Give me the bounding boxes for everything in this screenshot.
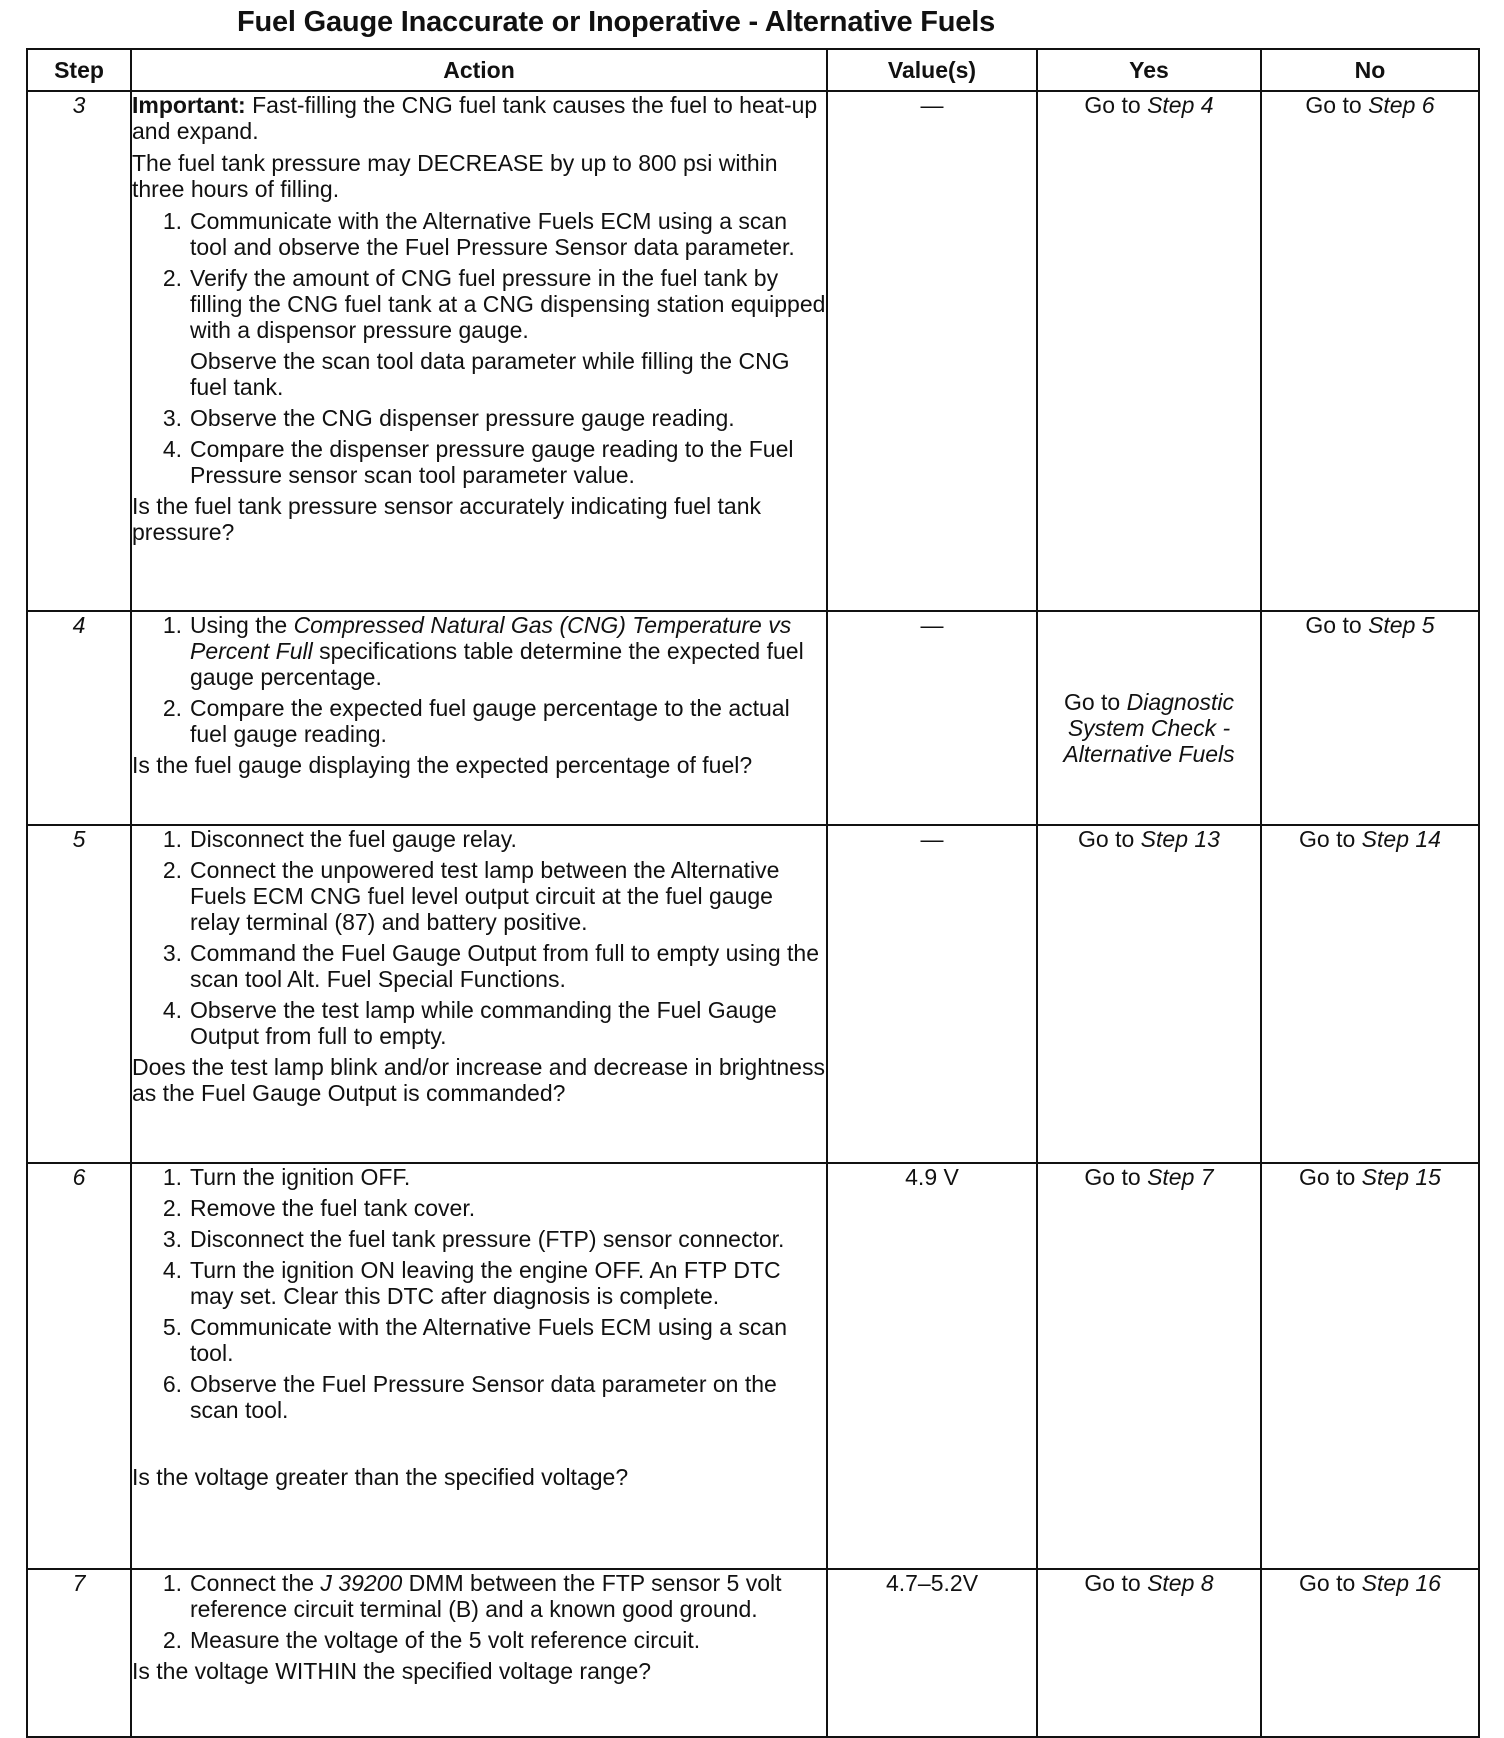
- list-item: [132, 1226, 826, 1252]
- list-item: [132, 265, 826, 343]
- goto-prefix: Go to: [1299, 1164, 1362, 1190]
- list-text: Remove the fuel tank cover.: [190, 1195, 476, 1221]
- table-row-step-6: [27, 1163, 1479, 1569]
- goto-link-step-15[interactable]: Step 15: [1361, 1164, 1441, 1190]
- goto-prefix: Go to: [1078, 826, 1141, 852]
- list-text: Communicate with the Alternative Fuels ECM using a scan tool and observe the Fuel Pressure Sensor data parameter.: [190, 208, 795, 260]
- list-text: [190, 1570, 826, 1622]
- list-number: 4.: [162, 1257, 182, 1283]
- list-number: 1.: [162, 1164, 182, 1190]
- goto-link-step-13[interactable]: Step 13: [1140, 826, 1220, 852]
- value-cell: —: [827, 825, 1037, 1163]
- table-header-row: [27, 49, 1479, 91]
- list-text: Communicate with the Alternative Fuels ECM using a scan tool.: [190, 1314, 787, 1366]
- list-item: [132, 940, 826, 992]
- list-number: 1.: [162, 612, 182, 638]
- list-item: [132, 1195, 826, 1221]
- sub-instruction: Observe the scan tool data parameter while filling the CNG fuel tank.: [190, 348, 790, 400]
- question-text: Is the voltage WITHIN the specified voltage range?: [132, 1658, 652, 1684]
- list-item: [132, 826, 826, 852]
- spec-table-reference[interactable]: Compressed Natural Gas (CNG) Temperature vs Percent Full: [190, 612, 792, 664]
- goto-link-step-14[interactable]: Step 14: [1361, 826, 1441, 852]
- list-number: 3.: [162, 940, 182, 966]
- list-item: [132, 1164, 826, 1190]
- yes-cell: [1037, 1569, 1261, 1737]
- no-cell: [1261, 611, 1479, 825]
- list-number: 3.: [162, 1226, 182, 1252]
- list-number: 5.: [162, 1314, 182, 1340]
- question-text: Does the test lamp blink and/or increase and decrease in brightness as the Fuel Gauge Output is commanded?: [132, 1054, 825, 1106]
- list-item: [132, 1371, 826, 1423]
- step-number: 4: [27, 611, 131, 825]
- list-text: Command the Fuel Gauge Output from full to empty using the scan tool Alt. Fuel Special Functions.: [190, 940, 819, 992]
- yes-cell: [1037, 611, 1261, 825]
- important-label: Important:: [132, 92, 246, 118]
- goto-block: [1038, 689, 1260, 767]
- list-text: Compare the dispenser pressure gauge reading to the Fuel Pressure sensor scan tool parameter value.: [190, 436, 794, 488]
- goto-prefix: Go to: [1063, 689, 1127, 715]
- list-item: [132, 612, 826, 690]
- header-no: No: [1261, 49, 1479, 91]
- list-number: 1.: [162, 1570, 182, 1596]
- goto-prefix: Go to: [1305, 92, 1369, 118]
- list-item: [132, 1570, 826, 1622]
- list-item: [132, 1314, 826, 1366]
- step-number: 7: [27, 1569, 131, 1737]
- list-number: 6.: [162, 1371, 182, 1397]
- list-text: Turn the ignition OFF.: [190, 1164, 411, 1190]
- value-cell: 4.7–5.2V: [827, 1569, 1037, 1737]
- list-text: Compare the expected fuel gauge percentage to the actual fuel gauge reading.: [190, 695, 790, 747]
- goto-prefix: Go to: [1084, 1164, 1148, 1190]
- goto-link-diagnostic-system-check[interactable]: Diagnostic System Check - Alternative Fuels: [1063, 689, 1235, 767]
- list-item: [132, 857, 826, 935]
- list-number: 2.: [162, 857, 182, 883]
- list-text: [190, 612, 826, 690]
- goto-link-step-5[interactable]: Step 5: [1368, 612, 1435, 638]
- list-item: [132, 695, 826, 747]
- table-row-step-4: [27, 611, 1479, 825]
- list-number: 1.: [162, 208, 182, 234]
- tool-reference: J 39200: [320, 1570, 403, 1596]
- list-text: Verify the amount of CNG fuel pressure in the fuel tank by filling the CNG fuel tank at a CNG dispensing station equipped with a dispensor pressure gauge.: [190, 265, 826, 343]
- value-cell: —: [827, 91, 1037, 611]
- list-text: Disconnect the fuel tank pressure (FTP) sensor connector.: [190, 1226, 785, 1252]
- list-item: [132, 1257, 826, 1309]
- list-number: 1.: [162, 826, 182, 852]
- question-text: Is the voltage greater than the specified voltage?: [132, 1464, 629, 1490]
- goto-prefix: Go to: [1084, 1570, 1148, 1596]
- list-text: Observe the Fuel Pressure Sensor data parameter on the scan tool.: [190, 1371, 777, 1423]
- goto-link-step-6[interactable]: Step 6: [1368, 92, 1435, 118]
- spacer: [132, 1428, 826, 1464]
- no-cell: [1261, 91, 1479, 611]
- header-values: Value(s): [827, 49, 1037, 91]
- list-text: Connect the unpowered test lamp between the Alternative Fuels ECM CNG fuel level output circuit at the fuel gauge relay terminal (87) and battery positive.: [190, 857, 780, 935]
- goto-link-step-8[interactable]: Step 8: [1147, 1570, 1214, 1596]
- table-row-step-5: [27, 825, 1479, 1163]
- yes-cell: [1037, 91, 1261, 611]
- goto-prefix: Go to: [1305, 612, 1369, 638]
- action-cell: [131, 611, 827, 825]
- step-number: 3: [27, 91, 131, 611]
- list-text-part: specifications table determine the expected fuel gauge percentage.: [190, 638, 804, 690]
- list-number: 4.: [162, 997, 182, 1023]
- diagnostic-table: [26, 48, 1480, 1738]
- list-item: [132, 1627, 826, 1653]
- list-text: Observe the test lamp while commanding the Fuel Gauge Output from full to empty.: [190, 997, 777, 1049]
- action-cell: [131, 825, 827, 1163]
- question-text: Is the fuel gauge displaying the expected percentage of fuel?: [132, 752, 753, 778]
- list-text-part: DMM between the FTP sensor 5 volt reference circuit terminal (B) and a known good ground.: [190, 1570, 782, 1622]
- list-number: 2.: [162, 265, 182, 291]
- value-cell: —: [827, 611, 1037, 825]
- action-cell: [131, 1163, 827, 1569]
- goto-link-step-4[interactable]: Step 4: [1147, 92, 1214, 118]
- list-number: 2.: [162, 695, 182, 721]
- list-number: 4.: [162, 436, 182, 462]
- header-yes: Yes: [1037, 49, 1261, 91]
- list-text-part: Using the: [190, 612, 294, 638]
- value-cell: 4.9 V: [827, 1163, 1037, 1569]
- goto-link-step-16[interactable]: Step 16: [1361, 1570, 1441, 1596]
- list-item: [132, 208, 826, 260]
- question-text: Is the fuel tank pressure sensor accurately indicating fuel tank pressure?: [132, 493, 762, 545]
- intro-text: The fuel tank pressure may DECREASE by up to 800 psi within three hours of filling.: [132, 150, 778, 202]
- step-number: 6: [27, 1163, 131, 1569]
- list-text: Observe the CNG dispenser pressure gauge reading.: [190, 405, 735, 431]
- table-row-step-7: [27, 1569, 1479, 1737]
- goto-prefix: Go to: [1299, 826, 1362, 852]
- table-row-step-3: [27, 91, 1479, 611]
- goto-prefix: Go to: [1299, 1570, 1362, 1596]
- list-number: 3.: [162, 405, 182, 431]
- action-cell: [131, 91, 827, 611]
- no-cell: [1261, 1569, 1479, 1737]
- page-title: Fuel Gauge Inaccurate or Inoperative - Alternative Fuels: [236, 6, 996, 38]
- important-text: Fast-filling the CNG fuel tank causes the fuel to heat-up and expand.: [132, 92, 818, 144]
- important-note: [132, 92, 826, 144]
- no-cell: [1261, 1163, 1479, 1569]
- no-cell: [1261, 825, 1479, 1163]
- goto-link-step-7[interactable]: Step 7: [1147, 1164, 1214, 1190]
- yes-cell: [1037, 1163, 1261, 1569]
- action-cell: [131, 1569, 827, 1737]
- list-item: [132, 997, 826, 1049]
- list-item: [132, 405, 826, 431]
- list-item: [132, 436, 826, 488]
- header-step: Step: [27, 49, 131, 91]
- list-text: Disconnect the fuel gauge relay.: [190, 826, 517, 852]
- list-text: Turn the ignition ON leaving the engine OFF. An FTP DTC may set. Clear this DTC after diagnosis is complete.: [190, 1257, 781, 1309]
- yes-cell: [1037, 825, 1261, 1163]
- list-number: 2.: [162, 1627, 182, 1653]
- step-number: 5: [27, 825, 131, 1163]
- list-text-part: Connect the: [190, 1570, 321, 1596]
- header-action: Action: [131, 49, 827, 91]
- goto-prefix: Go to: [1084, 92, 1148, 118]
- list-number: 2.: [162, 1195, 182, 1221]
- list-text: Measure the voltage of the 5 volt reference circuit.: [190, 1627, 701, 1653]
